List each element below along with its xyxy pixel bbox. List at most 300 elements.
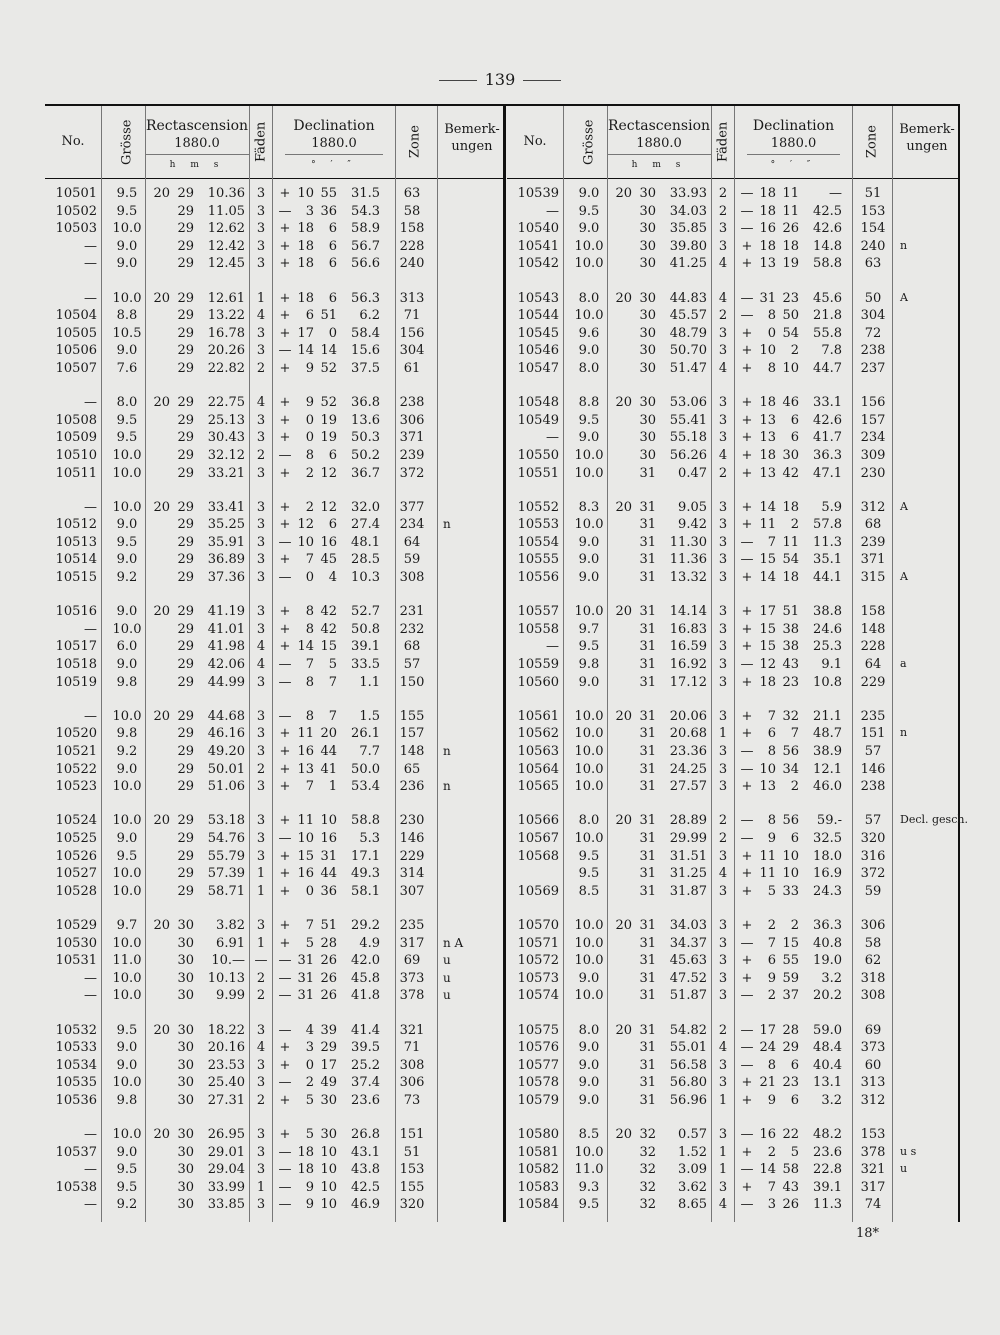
cell-decl-sec: 11.3 — [813, 1197, 842, 1213]
cell-no: 10576 — [517, 1040, 559, 1056]
cell-faeden: 4 — [256, 639, 266, 655]
cell-zone: 63 — [403, 186, 421, 201]
cell-groesse: 10.0 — [112, 970, 142, 986]
cell-decl-deg: 12 — [759, 657, 776, 673]
header-ra-units: h m s — [631, 160, 687, 170]
cell-faeden: 3 — [256, 674, 266, 690]
cell-no: — — [84, 1197, 97, 1213]
cell-faeden: 3 — [256, 708, 266, 724]
cell-decl-sign: + — [741, 621, 753, 637]
cell-decl-min: 28 — [320, 935, 337, 951]
cell-bemerkung: n A — [443, 935, 464, 950]
cell-ra-s: 0.57 — [678, 1127, 707, 1143]
table-row — [45, 675, 503, 693]
cell-groesse: 9.0 — [116, 517, 138, 533]
cell-decl-sec: 3.2 — [821, 1092, 842, 1108]
cell-groesse: 10.0 — [574, 708, 604, 724]
cell-no: 10511 — [55, 465, 97, 481]
cell-no: — — [84, 290, 97, 306]
cell-decl-sign: — — [740, 552, 754, 568]
cell-ra-m: 31 — [639, 917, 656, 933]
cell-decl-sec: 27.4 — [351, 517, 380, 533]
table-row — [507, 639, 958, 657]
cell-decl-sign: — — [278, 1075, 292, 1091]
cell-groesse: 8.8 — [116, 308, 138, 324]
cell-no: 10565 — [517, 779, 559, 795]
cell-faeden: 4 — [256, 1040, 266, 1056]
cell-decl-sec: 29.2 — [351, 917, 380, 933]
table-row — [45, 1058, 503, 1076]
header-no: No. — [61, 134, 85, 149]
cell-groesse: 10.0 — [574, 447, 604, 463]
cell-decl-sign: + — [279, 517, 291, 533]
table-row — [45, 988, 503, 1006]
cell-decl-sign: — — [740, 657, 754, 673]
cell-ra-s: 14.14 — [669, 604, 707, 620]
cell-groesse: 8.0 — [578, 813, 600, 829]
cell-decl-deg: 16 — [759, 1127, 776, 1143]
cell-no: 10557 — [517, 604, 559, 620]
cell-ra-m: 31 — [639, 657, 656, 673]
cell-faeden: 3 — [256, 343, 266, 359]
cell-groesse: 9.0 — [578, 1040, 600, 1056]
cell-groesse: 9.5 — [578, 412, 600, 428]
cell-ra-s: 41.98 — [207, 639, 245, 655]
cell-zone: 150 — [399, 674, 425, 690]
cell-ra-m: 29 — [177, 221, 194, 237]
table-row — [507, 1162, 958, 1180]
cell-decl-sign: + — [279, 395, 291, 411]
table-row — [507, 988, 958, 1006]
cell-faeden: 3 — [256, 1162, 266, 1178]
cell-decl-min: 49 — [320, 1075, 337, 1091]
cell-ra-s: 12.45 — [207, 256, 245, 272]
cell-groesse: 8.3 — [578, 499, 600, 515]
cell-ra-s: 10.36 — [207, 186, 245, 201]
cell-decl-deg: 3 — [767, 1197, 776, 1213]
cell-ra-m: 30 — [639, 290, 656, 306]
cell-ra-m: 32 — [639, 1179, 656, 1195]
row-group — [45, 186, 503, 274]
cell-decl-deg: 11 — [759, 517, 776, 533]
cell-groesse: 9.5 — [116, 1162, 138, 1178]
cell-groesse: 8.0 — [578, 360, 600, 376]
cell-faeden: 3 — [718, 779, 728, 795]
cell-ra-m: 31 — [639, 621, 656, 637]
cell-decl-deg: 14 — [297, 639, 314, 655]
cell-ra-m: 29 — [177, 779, 194, 795]
cell-decl-sec: 6.2 — [359, 308, 380, 324]
table-row — [45, 884, 503, 902]
cell-zone: 234 — [860, 430, 886, 446]
table-row — [45, 500, 503, 518]
table-row — [45, 813, 503, 831]
cell-groesse: 10.0 — [112, 883, 142, 899]
cell-decl-sec: 58.1 — [351, 883, 380, 899]
cell-ra-m: 30 — [177, 1057, 194, 1073]
table-row — [507, 1197, 958, 1215]
cell-no: 10520 — [55, 726, 97, 742]
cell-decl-sec: 32.0 — [351, 499, 380, 515]
cell-groesse: 9.0 — [578, 430, 600, 446]
cell-ra-m: 31 — [639, 570, 656, 586]
cell-decl-deg: 7 — [305, 917, 314, 933]
cell-no: 10537 — [55, 1144, 97, 1160]
cell-ra-s: 27.31 — [207, 1092, 245, 1108]
cell-groesse: 8.8 — [578, 395, 600, 411]
cell-decl-sec: 43.8 — [351, 1162, 380, 1178]
table-row — [45, 1093, 503, 1111]
cell-faeden: 3 — [256, 1197, 266, 1213]
cell-ra-s: 6.91 — [216, 935, 245, 951]
cell-decl-min: 11 — [782, 186, 799, 201]
cell-ra-m: 30 — [639, 343, 656, 359]
cell-groesse: 9.5 — [116, 203, 138, 219]
cell-ra-m: 31 — [639, 552, 656, 568]
cell-faeden: 1 — [718, 1162, 728, 1178]
cell-decl-min: 50 — [782, 308, 799, 324]
cell-bemerkung: u — [443, 970, 451, 985]
cell-decl-deg: 18 — [297, 238, 314, 254]
cell-ra-s: 23.36 — [669, 744, 707, 759]
cell-decl-min: 45 — [320, 552, 337, 568]
cell-groesse: 10.0 — [574, 917, 604, 933]
cell-ra-m: 30 — [177, 953, 194, 969]
cell-ra-s: 41.25 — [669, 256, 707, 272]
table-row — [507, 517, 958, 535]
cell-decl-sign: — — [278, 1144, 292, 1160]
cell-decl-sec: 26.8 — [351, 1127, 380, 1143]
cell-decl-sign: + — [741, 465, 753, 481]
right-half-table — [507, 106, 968, 1222]
cell-ra-m: 31 — [639, 830, 656, 846]
cell-decl-sign: + — [741, 360, 753, 376]
cell-zone: 230 — [399, 813, 425, 829]
cell-ra-s: 12.61 — [207, 290, 245, 306]
cell-no: 10572 — [517, 953, 559, 969]
cell-decl-sec: 23.6 — [351, 1092, 380, 1108]
cell-ra-s: 35.25 — [207, 517, 245, 533]
cell-bemerkung: A — [900, 570, 908, 584]
cell-decl-deg: 16 — [297, 866, 314, 882]
cell-decl-sec: 41.8 — [351, 988, 380, 1004]
cell-no: 10552 — [517, 499, 559, 515]
cell-decl-sec: 5.3 — [359, 830, 380, 846]
cell-no: 10504 — [55, 308, 97, 324]
cell-groesse: 10.0 — [574, 761, 604, 777]
cell-decl-deg: 3 — [305, 1040, 314, 1056]
cell-groesse: 6.0 — [116, 639, 138, 655]
cell-ra-s: 57.39 — [207, 866, 245, 882]
cell-decl-sec: 23.6 — [813, 1144, 842, 1160]
cell-decl-sec: 45.6 — [813, 290, 842, 306]
cell-zone: 63 — [864, 256, 882, 272]
cell-no: 10526 — [55, 848, 97, 864]
cell-ra-s: 20.16 — [207, 1040, 245, 1056]
table-row — [507, 726, 958, 744]
cell-groesse: 9.0 — [578, 970, 600, 986]
cell-zone: 371 — [399, 430, 425, 446]
cell-no: — — [84, 238, 97, 254]
cell-ra-m: 31 — [639, 465, 656, 481]
cell-decl-deg: 9 — [305, 360, 314, 376]
cell-zone: 59 — [403, 552, 421, 568]
cell-groesse: 9.5 — [578, 848, 600, 864]
cell-ra-h: 20 — [615, 290, 632, 306]
cell-decl-deg: 9 — [305, 1179, 314, 1195]
cell-decl-sign: + — [279, 465, 291, 481]
cell-decl-min: 33 — [782, 883, 799, 899]
cell-ra-m: 31 — [639, 988, 656, 1004]
header-bemerk-2: ungen — [906, 139, 948, 154]
cell-decl-deg: 2 — [305, 1075, 314, 1091]
cell-decl-min: 19 — [782, 256, 799, 272]
cell-faeden: 3 — [256, 256, 266, 272]
cell-decl-min: 6 — [790, 1092, 799, 1108]
cell-decl-sign: + — [279, 1040, 291, 1056]
cell-ra-h: 20 — [615, 1022, 632, 1038]
table-row — [45, 1075, 503, 1093]
cell-no: 10516 — [55, 604, 97, 620]
cell-decl-deg: 10 — [297, 534, 314, 550]
cell-decl-sign: — — [278, 657, 292, 673]
cell-decl-min: 10 — [782, 866, 799, 882]
header-ra: Rectascension — [607, 118, 711, 134]
cell-decl-sign: + — [741, 325, 753, 341]
cell-faeden: — — [254, 953, 268, 969]
cell-zone: 71 — [403, 308, 421, 324]
cell-groesse: 8.0 — [116, 395, 138, 411]
cell-ra-s: 56.58 — [669, 1057, 707, 1073]
cell-decl-min: 37 — [782, 988, 799, 1004]
cell-decl-sec: 58.8 — [351, 813, 380, 829]
cell-no: 10533 — [55, 1040, 97, 1056]
cell-groesse: 10.0 — [112, 499, 142, 515]
cell-decl-deg: 6 — [767, 726, 776, 742]
table-row — [45, 762, 503, 780]
cell-ra-s: 22.82 — [207, 360, 245, 376]
cell-decl-sign: — — [740, 1022, 754, 1038]
cell-decl-min: 38 — [782, 621, 799, 637]
cell-decl-min: 56 — [782, 813, 799, 829]
cell-decl-min: 1 — [328, 779, 337, 795]
cell-decl-min: 2 — [790, 517, 799, 533]
cell-decl-sign: — — [740, 1197, 754, 1213]
cell-decl-deg: 10 — [297, 830, 314, 846]
cell-ra-s: 11.36 — [669, 552, 707, 568]
cell-decl-min: 36 — [320, 883, 337, 899]
cell-decl-min: 6 — [328, 517, 337, 533]
cell-ra-m: 30 — [639, 360, 656, 376]
cell-decl-min: 28 — [782, 1022, 799, 1038]
table-row — [45, 622, 503, 640]
cell-zone: 238 — [399, 395, 425, 411]
cell-zone: 313 — [860, 1075, 886, 1091]
cell-ra-h: 20 — [615, 604, 632, 620]
cell-faeden: 3 — [256, 238, 266, 254]
cell-decl-min: 34 — [782, 761, 799, 777]
cell-zone: 239 — [399, 447, 425, 463]
cell-ra-m: 29 — [177, 657, 194, 673]
cell-decl-deg: 13 — [759, 412, 776, 428]
cell-zone: 61 — [403, 360, 421, 376]
cell-no: 10581 — [517, 1144, 559, 1160]
cell-decl-sign: + — [279, 1057, 291, 1073]
cell-ra-m: 30 — [177, 1022, 194, 1038]
table-row — [45, 326, 503, 344]
cell-zone: 158 — [399, 221, 425, 237]
cell-decl-deg: 6 — [767, 953, 776, 969]
cell-groesse: 8.0 — [578, 290, 600, 306]
cell-no: — — [546, 639, 559, 655]
cell-ra-m: 31 — [639, 499, 656, 515]
cell-ra-s: 17.12 — [669, 674, 707, 690]
cell-decl-min: 2 — [790, 343, 799, 359]
cell-decl-sign: + — [279, 1092, 291, 1108]
cell-faeden: 3 — [256, 203, 266, 219]
cell-ra-m: 31 — [639, 761, 656, 777]
table-row — [45, 186, 503, 204]
cell-decl-sec: 50.2 — [351, 447, 380, 463]
cell-decl-sign: + — [741, 1144, 753, 1160]
cell-ra-s: 20.68 — [669, 726, 707, 742]
table-row — [45, 570, 503, 588]
cell-decl-sec: 39.5 — [351, 1040, 380, 1056]
cell-ra-m: 32 — [639, 1127, 656, 1143]
cell-zone: 320 — [860, 830, 886, 846]
cell-decl-deg: 11 — [297, 813, 314, 829]
cell-decl-sec: 50.8 — [351, 621, 380, 637]
cell-decl-sec: 48.4 — [813, 1040, 842, 1056]
cell-decl-deg: 8 — [305, 447, 314, 463]
cell-ra-m: 30 — [177, 1075, 194, 1091]
cell-decl-min: 18 — [782, 238, 799, 254]
cell-decl-min: 6 — [790, 830, 799, 846]
cell-decl-sec: 21.8 — [813, 308, 842, 324]
cell-decl-sign: — — [740, 744, 754, 759]
header-groesse: Grösse — [581, 119, 597, 165]
cell-decl-min: 7 — [790, 726, 799, 742]
left-rule — [439, 80, 477, 81]
row-group — [45, 918, 503, 1006]
cell-zone: 155 — [399, 1179, 425, 1195]
cell-no: 10505 — [55, 325, 97, 341]
table-row — [507, 430, 958, 448]
cell-decl-sign: — — [740, 308, 754, 324]
table-row — [45, 413, 503, 431]
cell-decl-min: 7 — [328, 708, 337, 724]
row-group — [507, 500, 958, 588]
cell-no: 10530 — [55, 935, 97, 951]
cell-no: 10539 — [517, 186, 559, 201]
cell-ra-m: 30 — [177, 1040, 194, 1056]
cell-ra-s: 25.40 — [207, 1075, 245, 1091]
cell-decl-sign: + — [741, 726, 753, 742]
cell-faeden: 3 — [256, 570, 266, 586]
cell-decl-sec: 44.7 — [813, 360, 842, 376]
cell-decl-sec: 56.3 — [351, 290, 380, 306]
cell-zone: 69 — [864, 1022, 882, 1038]
cell-ra-m: 29 — [177, 343, 194, 359]
cell-zone: 74 — [864, 1197, 882, 1213]
cell-no: 10546 — [517, 343, 559, 359]
cell-no: 10532 — [55, 1022, 97, 1038]
cell-zone: 308 — [399, 1057, 425, 1073]
cell-decl-sign: + — [279, 848, 291, 864]
cell-zone: 57 — [864, 744, 882, 759]
table-row — [507, 831, 958, 849]
header-ra-epoch: 1880.0 — [174, 136, 220, 151]
table-row — [45, 918, 503, 936]
cell-decl-sec: 54.3 — [351, 203, 380, 219]
cell-ra-m: 29 — [177, 203, 194, 219]
cell-zone: 377 — [399, 499, 425, 515]
table-row — [507, 361, 958, 379]
cell-decl-sign: + — [279, 639, 291, 655]
row-group — [45, 395, 503, 483]
cell-decl-sec: 38.8 — [813, 604, 842, 620]
cell-decl-sign: + — [741, 953, 753, 969]
cell-decl-deg: 13 — [759, 465, 776, 481]
table-row — [507, 1180, 958, 1198]
cell-ra-m: 29 — [177, 308, 194, 324]
cell-decl-deg: 14 — [759, 499, 776, 515]
cell-decl-deg: 24 — [759, 1040, 776, 1056]
cell-groesse: 9.0 — [578, 674, 600, 690]
table-row — [507, 884, 958, 902]
right-rule — [523, 80, 561, 81]
cell-decl-min: 12 — [320, 499, 337, 515]
cell-ra-s: 13.32 — [669, 570, 707, 586]
cell-groesse: 9.5 — [116, 186, 138, 201]
cell-zone: 59 — [864, 883, 882, 899]
row-group — [507, 1023, 958, 1111]
cell-decl-min: 18 — [782, 499, 799, 515]
cell-faeden: 3 — [256, 726, 266, 742]
cell-decl-deg: 18 — [759, 674, 776, 690]
cell-decl-sec: 43.1 — [351, 1144, 380, 1160]
cell-zone: 156 — [399, 325, 425, 341]
cell-decl-min: 32 — [782, 708, 799, 724]
cell-zone: 146 — [860, 761, 886, 777]
cell-decl-min: 51 — [320, 308, 337, 324]
cell-groesse: 9.0 — [116, 657, 138, 673]
cell-decl-sec: 42.5 — [351, 1179, 380, 1195]
cell-ra-m: 31 — [639, 534, 656, 550]
cell-zone: 50 — [864, 290, 882, 306]
table-row — [507, 552, 958, 570]
cell-faeden: 3 — [718, 674, 728, 690]
cell-zone: 321 — [860, 1162, 886, 1178]
table-row — [507, 971, 958, 989]
cell-ra-s: 33.85 — [207, 1197, 245, 1213]
cell-ra-h: 20 — [153, 290, 170, 306]
cell-ra-m: 31 — [639, 639, 656, 655]
table-row — [507, 570, 958, 588]
cell-groesse: 10.5 — [112, 325, 142, 341]
cell-ra-m: 32 — [639, 1144, 656, 1160]
table-row — [45, 866, 503, 884]
cell-decl-sign: — — [278, 447, 292, 463]
cell-ra-s: 16.92 — [669, 657, 707, 673]
cell-no: — — [546, 430, 559, 446]
table-row — [45, 1145, 503, 1163]
table-row — [507, 622, 958, 640]
table-row — [45, 308, 503, 326]
cell-no: 10515 — [55, 570, 97, 586]
cell-zone: 231 — [399, 604, 425, 620]
cell-decl-min: 38 — [782, 639, 799, 655]
